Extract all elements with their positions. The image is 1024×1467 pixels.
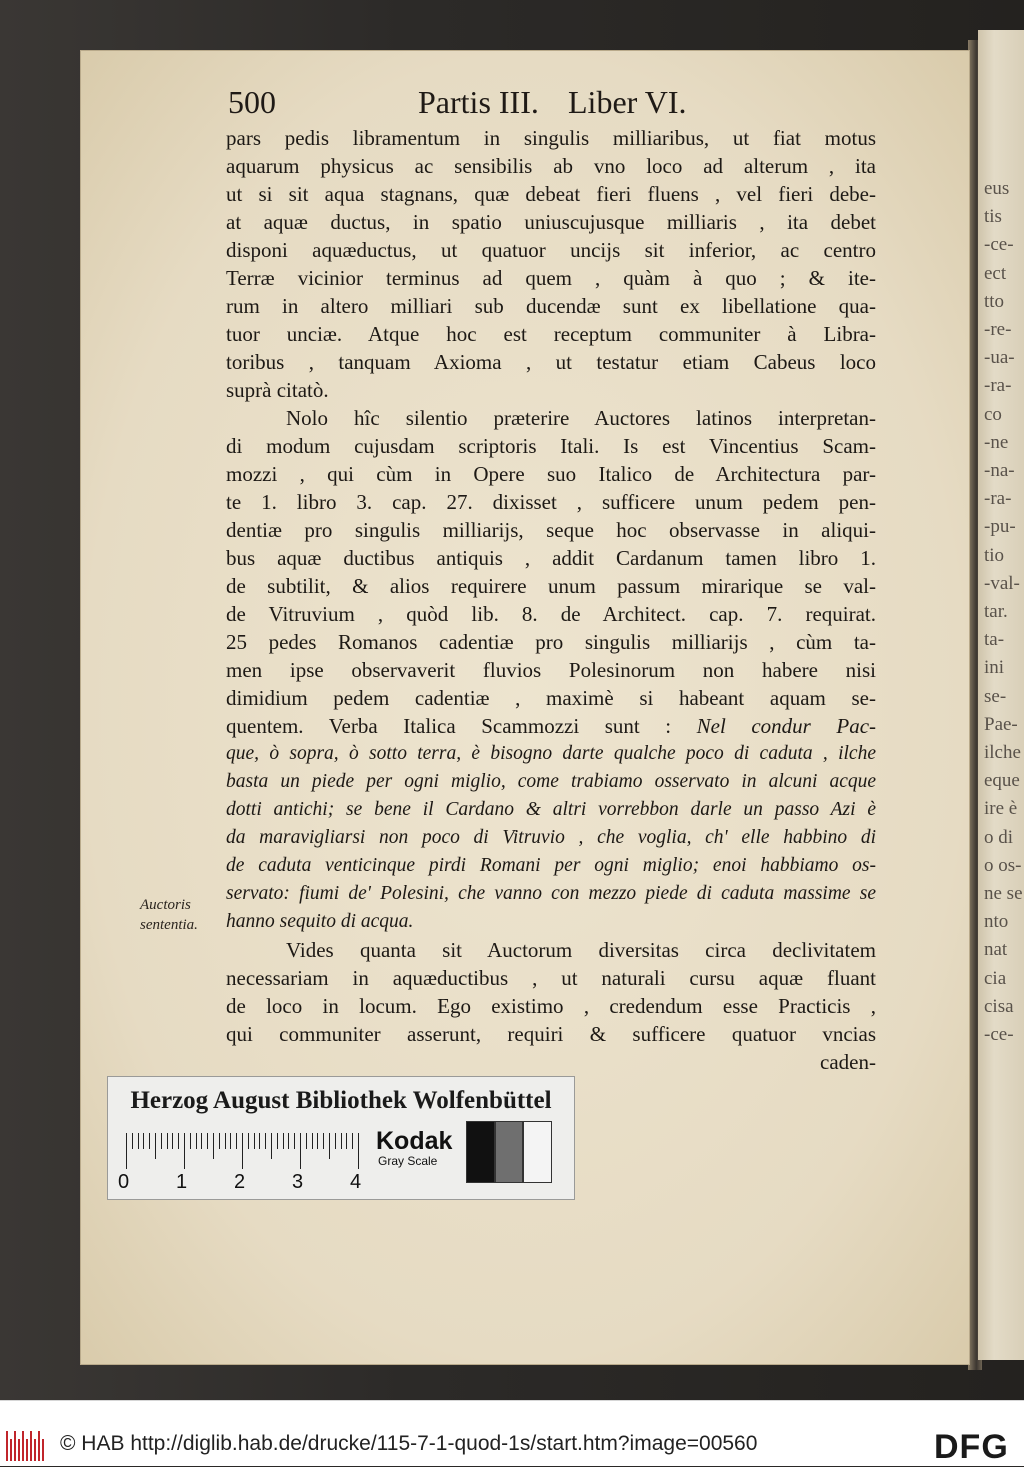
facing-page-fragment: -ua- [984,347,1015,369]
facing-page-fragment: ilche [984,742,1021,763]
ruler-tick [277,1133,278,1149]
ruler-tick [254,1133,255,1149]
text-line: tuor unciæ. Atque hoc est receptum communiter à Libra- [226,322,876,346]
facing-page-fragment: -re- [984,319,1012,340]
ruler-tick [132,1133,133,1149]
text-line: de subtilit, & alios requirere unum passum mirarique se val- [226,574,876,598]
facing-page-fragment: nat [984,939,1008,961]
margin-note [140,895,198,935]
text-line: te 1. libro 3. cap. 27. dixisset , sufficere unum pedem pen- [226,490,876,514]
facing-page-fragment: -ne [984,431,1009,453]
ruler-tick [138,1133,139,1149]
text-line: dimidium pedem cadentiæ , maximè si habeant aquam se- [226,686,876,710]
facing-page-fragment: cia [984,967,1007,989]
book-title: Liber VI. [568,84,687,120]
facing-page-fragment: ta- [984,629,1005,651]
hab-logo-icon [6,1431,48,1461]
gray-scale-label: Gray Scale [378,1154,438,1168]
text-line: mozzi , qui cùm in Opere suo Italico de Architectura par- [226,462,876,486]
ruler-tick [149,1133,150,1149]
facing-page-fragment: -ra- [984,488,1012,510]
text-line: aquarum physicus ac sensibilis ab vno loco ad alterum , ita [226,154,876,178]
ruler-tick [219,1133,220,1149]
text-line: de Vitruvium , quòd lib. 8. de Architect. cap. 7. requirat. [226,602,876,626]
gray-swatches [466,1121,552,1181]
facing-page-fragment: nto [984,911,1009,933]
text-line: necessariam in aquæductibus , ut naturali cursu aquæ fluant [226,966,876,990]
logo-bar [26,1439,28,1461]
text-line: 25 pedes Romanos cadentiæ pro singulis milliarijs , cùm ta- [226,630,876,654]
ruler-tick [300,1133,301,1169]
ruler-tick [259,1133,260,1149]
facing-page-fragment: ne se [984,883,1023,904]
margin-note-line: sententia. [140,917,198,933]
margin-note-line: Auctoris [140,897,191,913]
gray-swatch [495,1121,524,1183]
logo-bar [34,1439,36,1461]
facing-page-fragment: o di [984,826,1014,848]
ruler-tick [358,1133,359,1169]
ruler-tick [306,1133,307,1149]
ruler-tick [265,1133,266,1149]
facing-page-fragment: ire è [984,798,1018,820]
logo-bar [6,1431,8,1461]
facing-page-fragment: -na- [984,460,1015,481]
ruler-tick [178,1133,179,1149]
running-header [228,84,708,128]
ruler-tick [167,1133,168,1149]
logo-bar [14,1431,16,1461]
ruler-tick [242,1133,243,1169]
part-title: Partis III. [418,84,539,120]
ruler [126,1133,376,1169]
text-line: Vides quanta sit Auctorum diversitas circa declivitatem [286,938,876,962]
ruler-tick [248,1133,249,1149]
facing-page-fragment: eus [984,178,1010,199]
logo-bar [10,1439,12,1461]
ruler-tick [143,1133,144,1149]
text-line: men ipse observaverit fluvios Polesinorum non habere nisi [226,658,876,682]
logo-bar [38,1431,40,1461]
text-line: toribus , tanquam Axioma , ut testatur etiam Cabeus loco [226,350,876,374]
italic-text-line: dotti antichi; se bene il Cardano & altri vorrebbon darle un passo Azi è [226,799,876,820]
ruler-tick [346,1133,347,1149]
facing-page-fragment: o os- [984,854,1022,876]
facing-page [978,30,1024,1360]
text-line: qui communiter asserunt, requiri & sufficere quatuor vncias [226,1022,876,1046]
ruler-numbers [118,1171,378,1195]
text-line: at aquæ ductus, in spatio uniuscujusque milliaris , ita debet [226,210,876,234]
logo-bar [30,1431,32,1461]
text-line: suprà citatò. [226,378,329,402]
ruler-tick [283,1133,284,1149]
facing-page-fragment: -val- [984,572,1020,594]
ruler-number: 4 [350,1171,362,1193]
logo-bar [42,1439,44,1461]
italic-text-line: que, ò sopra, ò sotto terra, è bisogno darte qualche poco di caduta , ilche [226,743,876,764]
ruler-tick [230,1133,231,1149]
text-line: rum in altero milliari sub ducendæ sunt ex libellatione qua- [226,294,876,318]
facing-page-fragment: tis [984,206,1002,228]
italic-text-line: basta un piede per ogni miglio, come trabiamo osservato in alcuni acque [226,771,876,792]
ruler-tick [213,1133,214,1159]
text-line: pars pedis libramentum in singulis milliaribus, ut fiat motus [226,126,876,150]
ruler-tick [196,1133,197,1149]
dfg-logo: DFG [934,1428,1009,1466]
copyright-url[interactable]: © HAB http://diglib.hab.de/drucke/115-7-1-quod-1s/start.htm?image=00560 [60,1432,758,1455]
ruler-number: 3 [292,1171,304,1193]
ruler-number: 1 [176,1171,188,1193]
italic-text-fragment: Nel condur Pac- [696,714,877,738]
ruler-tick [323,1133,324,1149]
text-line: dentiæ pro singulis milliarijs, seque hoc observasse in aliqui- [226,518,876,542]
ruler-tick [126,1133,127,1169]
ruler-tick [155,1133,156,1159]
text-line: di modum cujusdam scriptoris Itali. Is est Vincentius Scam- [226,434,876,458]
ruler-tick [341,1133,342,1149]
ruler-tick [236,1133,237,1149]
ruler-tick [317,1133,318,1149]
italic-text-line: hanno sequito di acqua. [226,911,414,932]
kodak-label [376,1127,466,1177]
ruler-number: 2 [234,1171,246,1193]
catchword: caden- [820,1050,876,1074]
ruler-tick [294,1133,295,1149]
italic-text-line: servato: fiumi de' Polesini, che vanno con mezzo piede di caduta massime se [226,883,876,904]
facing-page-fragment: eque [984,770,1020,792]
gray-swatch [523,1121,552,1183]
gray-swatch [466,1121,495,1183]
page-number: 500 [228,84,276,120]
facing-page-fragment: tar. [984,601,1008,622]
ruler-tick [335,1133,336,1149]
ruler-tick [207,1133,208,1149]
text-line: Nolo hîc silentio præterire Auctores latinos interpretan- [286,406,876,430]
facing-page-fragment: tto [984,290,1005,312]
text-line: de loco in locum. Ego existimo , credendum esse Practicis , [226,994,876,1018]
ruler-tick [190,1133,191,1149]
ruler-tick [352,1133,353,1149]
facing-page-fragment: -pu- [984,516,1016,538]
institution-name: Herzog August Bibliothek Wolfenbüttel [130,1087,552,1114]
facing-page-fragment: -ra- [984,375,1012,397]
viewer-footer [0,1400,1024,1466]
text-line: Terræ vicinior terminus ad quem , quàm à quo ; & ite- [226,266,876,290]
kodak-brand: Kodak [376,1127,453,1155]
text-line: disponi aquæductus, ut quatuor uncijs sit inferior, ac centro [226,238,876,262]
italic-text-line: da maravigliarsi non poco di Vitruvio , che voglia, ch' elle habbino di [226,827,876,848]
facing-page-fragment: cisa [984,995,1014,1017]
ruler-tick [288,1133,289,1149]
facing-page-fragment: -ce- [984,1024,1014,1045]
color-calibration-card [107,1076,575,1200]
text-fragment: quentem. Verba Italica Scammozzi sunt : [226,714,697,738]
facing-page-fragment: ect [984,262,1007,284]
text-line [226,712,876,740]
ruler-tick [225,1133,226,1149]
ruler-tick [201,1133,202,1149]
ruler-tick [271,1133,272,1159]
facing-page-fragment: se- [984,685,1007,707]
ruler-tick [312,1133,313,1149]
ruler-tick [184,1133,185,1169]
facing-page-fragment: co [984,403,1002,425]
ruler-tick [172,1133,173,1149]
page-text [226,124,876,1076]
facing-page-fragment: -ce- [984,234,1014,256]
ruler-tick [329,1133,330,1159]
italic-text-line: de caduta venticinque pirdi Romani per ogni miglio; enoi habbiamo os- [226,855,876,876]
text-line: ut si sit aqua stagnans, quæ debeat fieri fluens , vel fieri debe- [226,182,876,206]
text-line: bus aquæ ductibus antiquis , addit Cardanum tamen libro 1. [226,546,876,570]
logo-bar [22,1431,24,1461]
logo-bar [18,1439,20,1461]
facing-page-fragment: Pae- [984,713,1018,735]
facing-page-fragment: tio [984,544,1005,566]
facing-page-fragment: ini [984,657,1005,679]
ruler-number: 0 [118,1171,130,1193]
ruler-tick [161,1133,162,1149]
